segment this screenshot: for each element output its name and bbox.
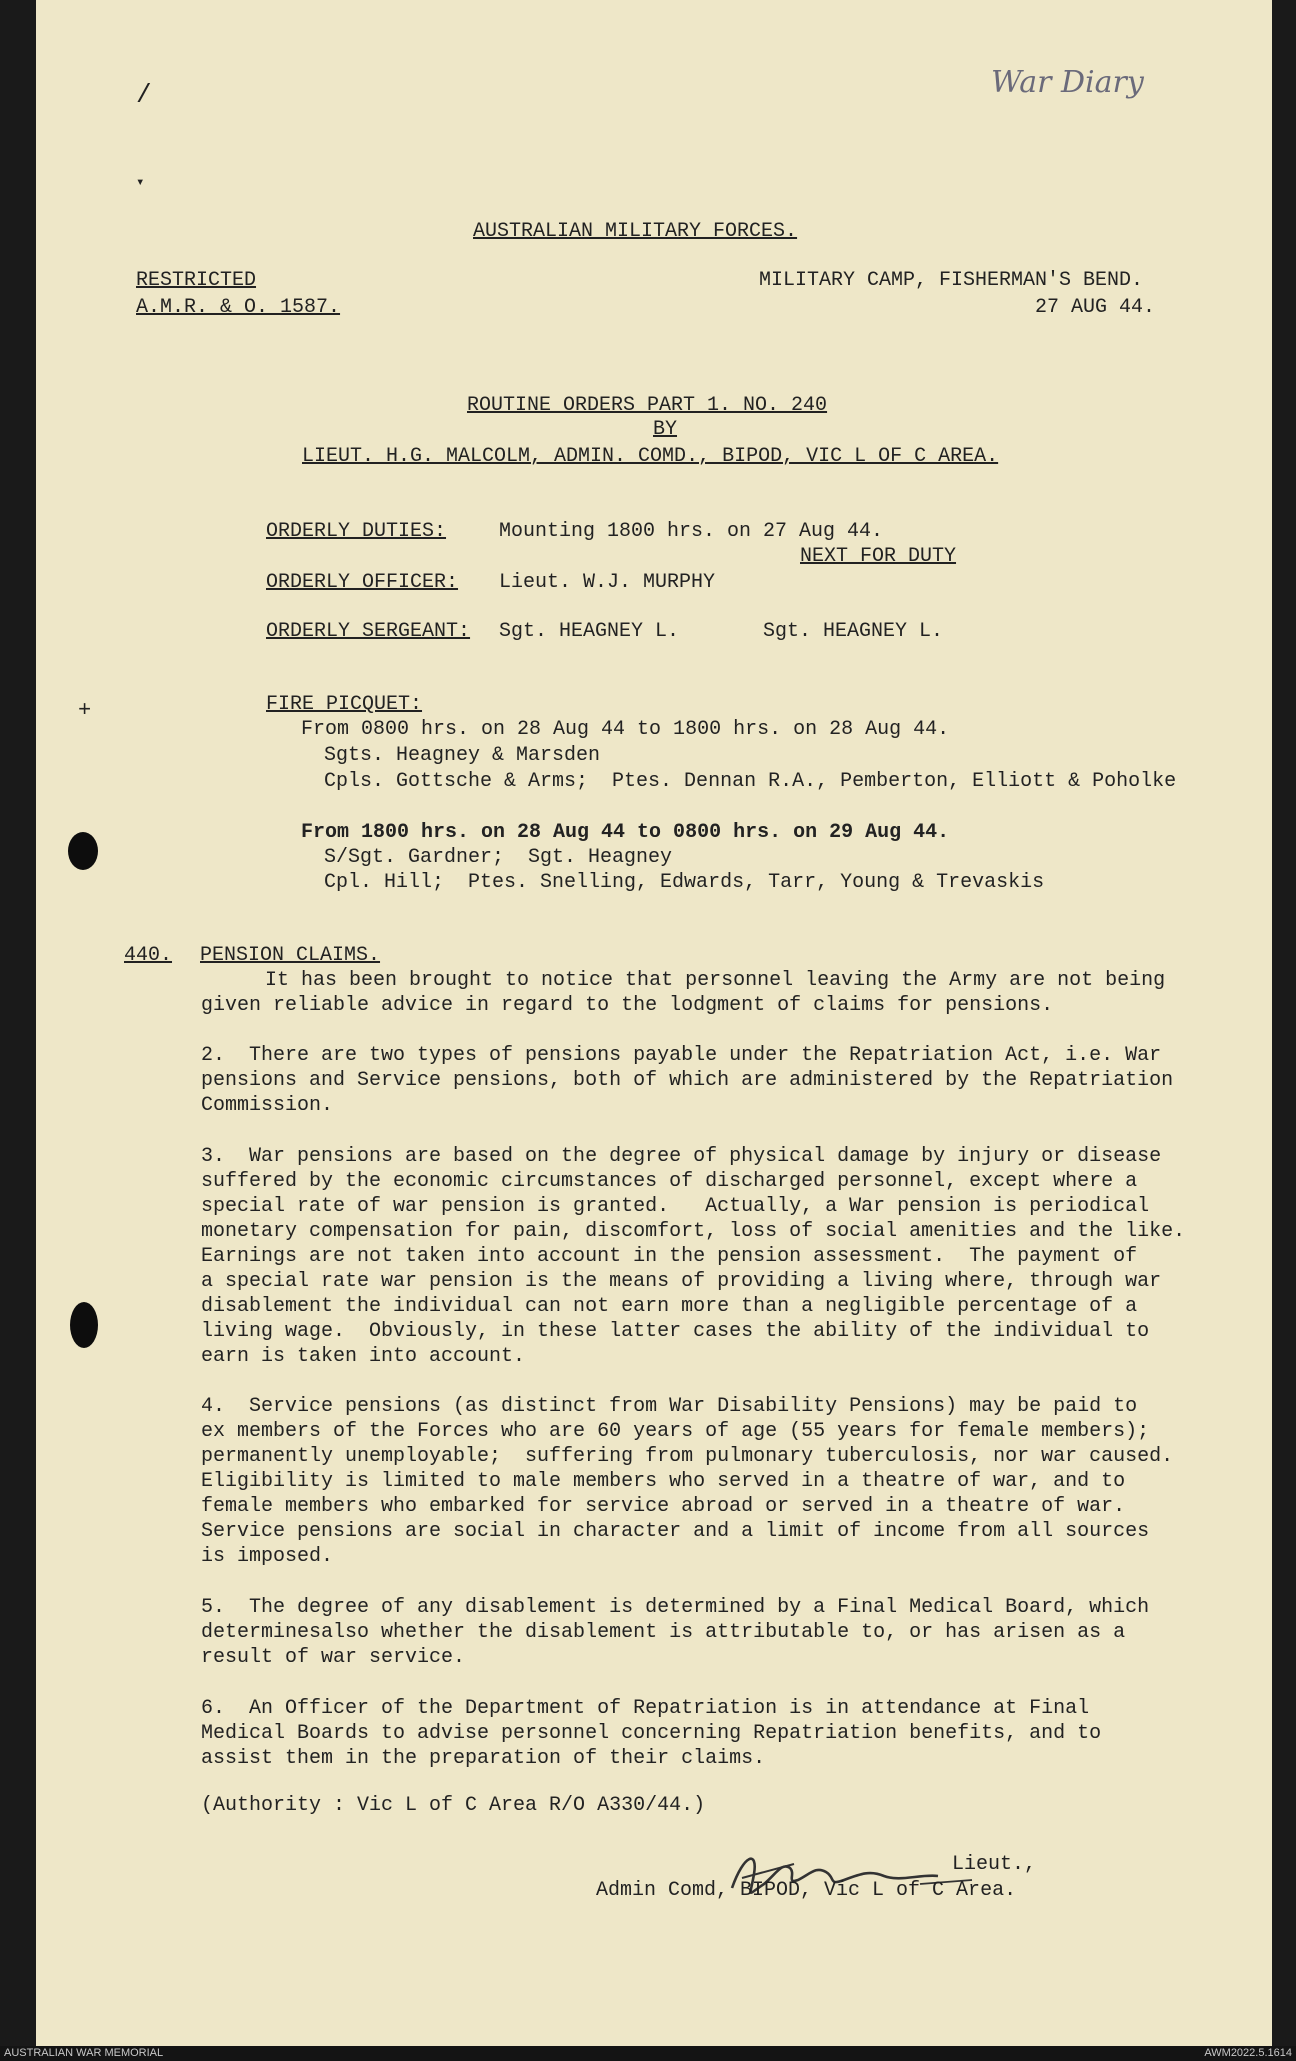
signatory-rank: Lieut., [952,1853,1037,1876]
next-for-duty-label: NEXT FOR DUTY [800,545,957,568]
paragraph-1: It has been brought to notice that personnel leaving the Army are not being given reliable advice in regard to the lodgment of claims for pensions. [201,969,1166,1017]
orderly-sergeant-next: Sgt. HEAGNEY L. [763,620,944,643]
orders-title-by: BY [653,418,678,441]
paragraph-2: 2. There are two types of pensions payable under the Repatriation Act, i.e. War pensions and Service pensions, both of which are administered by the Repatriation Commission. [201,1044,1174,1117]
fire-picquet-line-1: From 0800 hrs. on 28 Aug 44 to 1800 hrs. on 28 Aug 44. [301,718,950,741]
orderly-officer-label: ORDERLY OFFICER: [266,571,459,594]
orderly-duties-value: Mounting 1800 hrs. on 27 Aug 44. [499,520,884,543]
footer-institution: AUSTRALIAN WAR MEMORIAL [4,2047,164,2059]
handwritten-signature [676,1824,936,1880]
footer-reference: AWM2022.5.1614 [1204,2047,1292,2059]
orders-issuer: LIEUT. H.G. MALCOLM, ADMIN. COMD., BIPOD, VIC L OF C AREA. [302,445,999,468]
document-page [36,0,1272,2046]
classification-label: RESTRICTED [136,269,257,292]
fire-picquet-line-2: Sgts. Heagney & Marsden [324,744,601,767]
paragraph-3: 3. War pensions are based on the degree of physical damage by injury or disease suffered by the economic circumstances of discharged personnel, except where a special rate of war pension is granted. Actually, a War pension is periodical monetary compensation for pain, discomfort, loss of social amenities and the like. Earnings are not taken into account in the pension assessment. The payment of a special rate war pension is the means of providing a living where, through war disablement the individual can not earn more than a negligible percentage of a living wage. Obviously, in these latter cases the ability of the individual to earn is taken into account. [201,1145,1186,1368]
punch-hole-upper [68,832,98,870]
fire-picquet-line-4: From 1800 hrs. on 28 Aug 44 to 0800 hrs. on 29 Aug 44. [301,821,950,844]
orderly-officer-value: Lieut. W.J. MURPHY [499,571,716,594]
punch-hole-lower [70,1302,98,1348]
orderly-duties-label: ORDERLY DUTIES: [266,520,447,543]
location-text: MILITARY CAMP, FISHERMAN'S BEND. [759,269,1144,292]
document-date: 27 AUG 44. [1035,296,1156,319]
fire-picquet-line-3: Cpls. Gottsche & Arms; Ptes. Dennan R.A., Pemberton, Elliott & Poholke [324,770,1177,793]
cross-mark: + [78,698,92,723]
fire-picquet-line-6: Cpl. Hill; Ptes. Snelling, Edwards, Tarr, Young & Trevaskis [324,871,1045,894]
slash-mark: / [136,80,152,110]
document-heading: AUSTRALIAN MILITARY FORCES. [473,220,798,243]
handwritten-note: War Diary [991,65,1144,100]
archive-footer [0,2046,1296,2061]
section-number: 440. [124,944,173,967]
authority-reference: (Authority : Vic L of C Area R/O A330/44.) [201,1794,706,1817]
reference-number: A.M.R. & O. 1587. [136,296,341,319]
paragraph-5: 5. The degree of any disablement is determined by a Final Medical Board, which determinesalso whether the disablement is attributable to, or has arisen as a result of war service. [201,1596,1150,1669]
fire-picquet-line-5: S/Sgt. Gardner; Sgt. Heagney [324,846,673,869]
paragraph-4: 4. Service pensions (as distinct from War Disability Pensions) may be paid to ex members of the Forces who are 60 years of age (55 years for female members); permanently unemployable; suffering from pulmonary tuberculosis, nor war caused. Eligibility is limited to male members who served in a theatre of war, and to female members who embarked for service abroad or served in a theatre of war. Service pensions are social in character and a limit of income from all sources is imposed. [201,1395,1174,1568]
orders-title: ROUTINE ORDERS PART 1. NO. 240 [467,394,828,417]
tick-mark: ▾ [136,175,145,191]
signatory-appointment: Admin Comd, BIPOD, Vic L of C Area. [596,1879,1017,1902]
section-title: PENSION CLAIMS. [200,944,381,967]
orderly-sergeant-value: Sgt. HEAGNEY L. [499,620,680,643]
paragraph-6: 6. An Officer of the Department of Repatriation is in attendance at Final Medical Boards to advise personnel concerning Repatriation benefits, and to assist them in the preparation of their claims. [201,1697,1102,1770]
orderly-sergeant-label: ORDERLY SERGEANT: [266,620,471,643]
fire-picquet-label: FIRE PICQUET: [266,693,423,716]
